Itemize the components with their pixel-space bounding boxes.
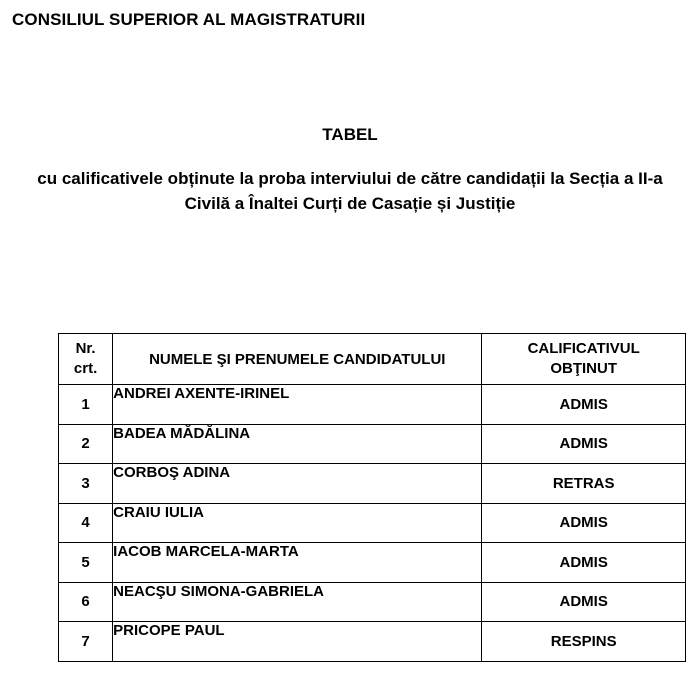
candidate-name: PRICOPE PAUL	[113, 622, 482, 662]
table-row	[59, 424, 686, 464]
subtitle-line-2: Civilă a Înaltei Curți de Casație și Justiție	[184, 194, 516, 213]
header-qualification-line1: CALIFICATIVUL	[527, 340, 640, 357]
candidate-name: CRAIU IULIA	[113, 503, 482, 543]
row-number: 5	[59, 543, 113, 583]
row-number: 7	[59, 622, 113, 662]
results-table	[58, 333, 686, 662]
table-row	[59, 622, 686, 662]
header-candidate-name: NUMELE ŞI PRENUMELE CANDIDATULUI	[113, 334, 482, 385]
candidate-name: BADEA MĂDĂLINA	[113, 424, 482, 464]
table-row	[59, 503, 686, 543]
candidate-result: ADMIS	[482, 582, 686, 622]
table-row	[59, 385, 686, 425]
candidate-result: ADMIS	[482, 543, 686, 583]
table-header-row	[59, 334, 686, 385]
row-number: 4	[59, 503, 113, 543]
candidate-result: RETRAS	[482, 464, 686, 504]
candidate-result: RESPINS	[482, 622, 686, 662]
candidate-result: ADMIS	[482, 503, 686, 543]
header-qualification-line2: OBŢINUT	[550, 360, 617, 377]
header-qualification	[482, 334, 686, 385]
document-subtitle	[10, 166, 690, 216]
table-row	[59, 464, 686, 504]
header-nr-line2: crt.	[73, 360, 98, 377]
candidate-result: ADMIS	[482, 385, 686, 425]
table-row	[59, 582, 686, 622]
candidate-name: ANDREI AXENTE-IRINEL	[113, 385, 482, 425]
table-row	[59, 543, 686, 583]
row-number: 6	[59, 582, 113, 622]
subtitle-line-1: cu calificativele obținute la proba interviului de către candidații la Secția a II-a	[37, 169, 663, 188]
row-number: 1	[59, 385, 113, 425]
row-number: 3	[59, 464, 113, 504]
organization-heading: CONSILIUL SUPERIOR AL MAGISTRATURII	[12, 10, 366, 29]
candidate-name: NEACŞU SIMONA-GABRIELA	[113, 582, 482, 622]
candidate-result: ADMIS	[482, 424, 686, 464]
header-nr-line1: Nr.	[75, 340, 96, 357]
document-title: TABEL	[322, 125, 378, 144]
row-number: 2	[59, 424, 113, 464]
candidate-name: CORBOŞ ADINA	[113, 464, 482, 504]
header-nr-crt	[59, 334, 113, 385]
candidate-name: IACOB MARCELA-MARTA	[113, 543, 482, 583]
